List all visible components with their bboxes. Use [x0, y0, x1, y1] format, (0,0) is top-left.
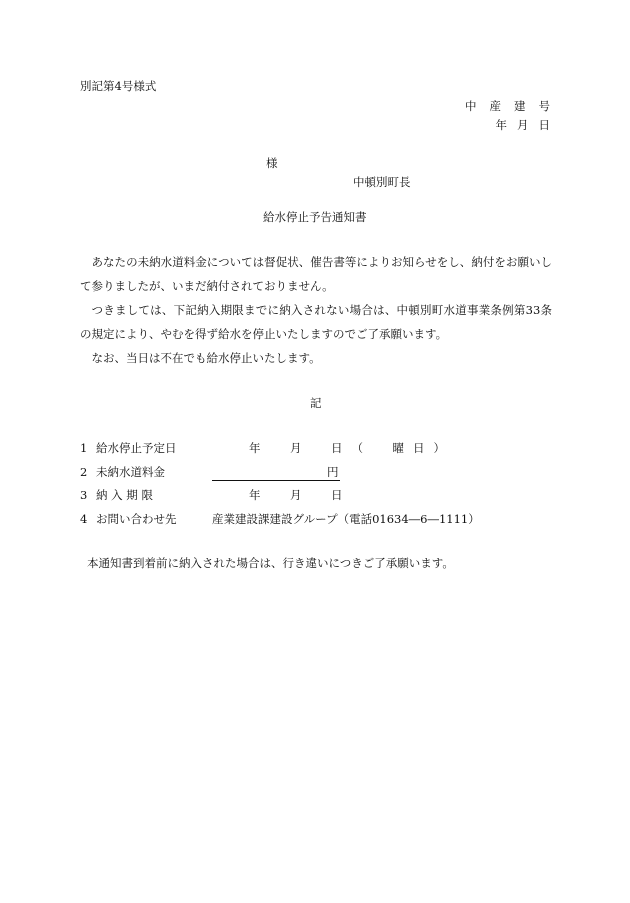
body-paragraph-3: なお、当日は不在でも給水停止いたします。 [91, 351, 321, 365]
document-title: 給水停止予告通知書 [263, 210, 367, 224]
item-value: 年 月 日（ 曜日） [249, 441, 454, 455]
amount-underline [212, 467, 340, 481]
item-row-1 [80, 443, 560, 457]
body-paragraph-2: つきましては、下記納入期限までに納入されない場合は、中頓別町水道事業条例第33条の規定により、やむを得ず給水を停止いたしますのでご了承願います。 [80, 303, 552, 341]
item-value: 円 [327, 465, 339, 479]
item-number: 4 [80, 512, 88, 526]
item-row-3 [80, 490, 560, 504]
item-label: 未納水道料金 [96, 465, 165, 479]
form-number: 別記第4号様式 [80, 79, 157, 93]
sender-name: 中頓別町長 [353, 175, 411, 189]
closing-note: 本通知書到着前に納入された場合は、行き違いにつきご了承願います。 [87, 556, 454, 570]
recipient-suffix: 様 [266, 156, 278, 170]
body-paragraph-1: あなたの未納水道料金については督促状、催告書等によりお知らせをし、納付をお願いして参りましたが、いまだ納付されておりません。 [80, 255, 552, 293]
item-label: 給水停止予定日 [96, 441, 177, 455]
item-number: 2 [80, 465, 88, 479]
item-label: 納 入 期 限 [96, 488, 153, 502]
item-number: 3 [80, 488, 88, 502]
item-label: お問い合わせ先 [96, 512, 177, 526]
item-number: 1 [80, 441, 88, 455]
document-date: 年月日 [495, 118, 560, 132]
document-number: 中産建号 [465, 99, 563, 113]
item-value: 産業建設課建設グループ（電話01634―6―1111） [212, 512, 480, 526]
item-value: 年 月 日 [249, 488, 352, 502]
item-row-4 [80, 514, 560, 528]
ki-heading: 記 [310, 396, 322, 410]
item-row-2 [80, 467, 560, 481]
